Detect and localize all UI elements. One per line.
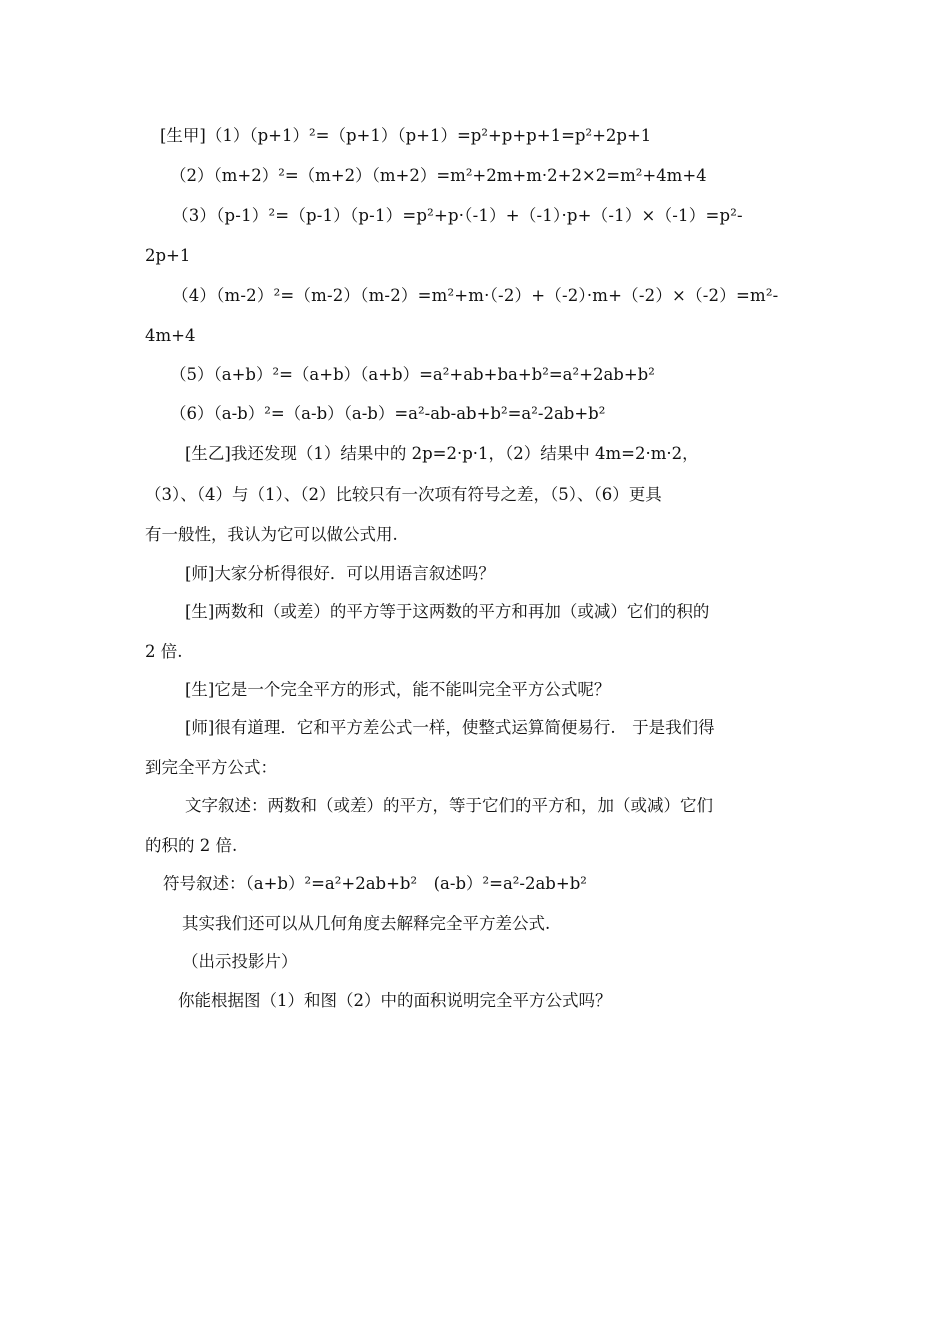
line-student-a-1: [生甲]（1）（p+1）²=（p+1）（p+1）=p²+p+p+1=p²+2p+1 (160, 126, 652, 145)
para-show-slide: （出示投影片） (182, 952, 298, 971)
para-text-statement-b: 的积的 2 倍. (145, 836, 238, 855)
para-student-2b: 2 倍. (145, 642, 183, 661)
line-case-4a: （4）（m-2）²=（m-2）（m-2）=m²+m·（-2）+（-2）·m+（-2）×（-2）=m²- (172, 286, 779, 305)
line-case-6: （6）（a-b）²=（a-b）（a-b）=a²-ab-ab+b²=a²-2ab+b² (170, 404, 606, 423)
line-case-3b: 2p+1 (145, 246, 191, 265)
para-geometric-note: 其实我们还可以从几何角度去解释完全平方差公式. (182, 914, 551, 933)
para-question: 你能根据图（1）和图（2）中的面积说明完全平方公式吗？ (178, 991, 612, 1010)
para-student-2a: [生]两数和（或差）的平方等于这两数的平方和再加（或减）它们的积的 (185, 602, 710, 621)
line-case-5: （5）（a+b）²=（a+b）（a+b）=a²+ab+ba+b²=a²+2ab+b² (170, 365, 655, 384)
line-case-2: （2）（m+2）²=（m+2）（m+2）=m²+2m+m·2+2×2=m²+4m+4 (170, 166, 707, 185)
para-student-b-3: 有一般性，我认为它可以做公式用. (145, 525, 398, 544)
line-case-4b: 4m+4 (145, 326, 196, 345)
para-teacher-1: [师]大家分析得很好．可以用语言叙述吗？ (185, 564, 495, 583)
line-case-3a: （3）（p-1）²=（p-1）（p-1）=p²+p·（-1）+（-1）·p+（-1）×（-1）=p²- (172, 206, 743, 225)
para-text-statement-a: 文字叙述：两数和（或差）的平方，等于它们的平方和，加（或减）它们 (185, 796, 713, 815)
para-teacher-2a: [师]很有道理．它和平方差公式一样，使整式运算简便易行. 于是我们得 (185, 718, 715, 737)
para-student-b-1: [生乙]我还发现（1）结果中的 2p=2·p·1，（2）结果中 4m=2·m·2， (185, 444, 699, 463)
para-student-3: [生]它是一个完全平方的形式，能不能叫完全平方公式呢？ (185, 680, 611, 699)
para-symbol-statement: 符号叙述：（a+b）²=a²+2ab+b² (a-b）²=a²-2ab+b² (163, 874, 587, 893)
para-student-b-2: （3）、（4）与（1）、（2）比较只有一次项有符号之差，（5）、（6）更具 (145, 485, 662, 504)
para-teacher-2b: 到完全平方公式： (145, 758, 277, 777)
